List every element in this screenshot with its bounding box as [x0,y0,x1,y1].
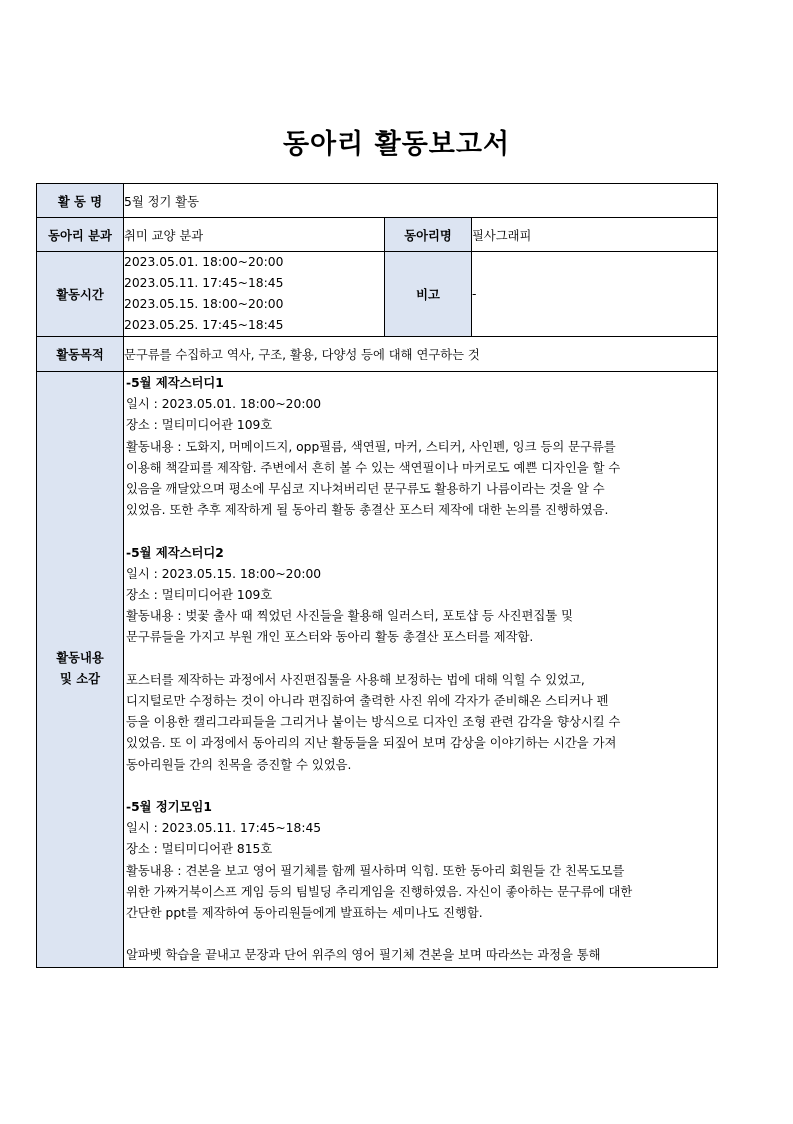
value-club-name: 필사그래피 [472,218,718,252]
row-club-info [37,218,718,252]
content-line: 있음을 깨달았으며 평소에 무심코 지나쳐버리던 문구류도 활용하기 나름이라는 것을 알 수 [126,482,605,497]
content-line: 문구류들을 가지고 부원 개인 포스터와 동아리 활동 총결산 포스터를 제작함. [126,630,534,645]
content-line: 일시 : 2023.05.01. 18:00~20:00 [126,397,322,412]
blank-line [126,649,717,670]
content-line: 디지털로만 수정하는 것이 아니라 편집하여 출력한 사진 위에 각자가 준비해온 스티커나 펜 [126,694,609,709]
content-line: 일시 : 2023.05.15. 18:00~20:00 [126,566,322,581]
content-line: 동아리원들 간의 친목을 증진할 수 있었음. [126,757,352,772]
blank-line [126,776,717,797]
content-line: 이용해 책갈피를 제작함. 주변에서 흔히 볼 수 있는 색연필이나 마커로도 예쁜 디자인을 할 수 [126,460,621,475]
row-activity-time [37,252,718,337]
content-line: 등을 이용한 캘리그라피들을 그리거나 붙이는 방식으로 디자인 조형 관련 감각을 향상시킬 수 [126,715,621,730]
label-content [37,372,124,968]
label-club-name: 동아리명 [385,218,472,252]
value-activity-name: 5월 정기 활동 [124,184,718,218]
row-purpose [37,337,718,372]
section-heading: -5월 정기모임1 [126,800,212,815]
label-activity-name: 활 동 명 [37,184,124,218]
content-line: 위한 가짜거북이스프 게임 등의 팀빌딩 추리게임을 진행하였음. 자신이 좋아하는 문구류에 대한 [126,884,633,899]
time-entry: 2023.05.15. 18:00~20:00 [124,297,284,311]
value-purpose: 문구류를 수집하고 역사, 구조, 활용, 다양성 등에 대해 연구하는 것 [124,337,718,372]
label-activity-time: 활동시간 [37,252,124,337]
label-content-line2: 및 소감 [60,672,100,687]
label-content-line1: 활동내용 [56,651,104,666]
content-line: 활동내용 : 도화지, 머메이드지, opp필름, 색연필, 마커, 스티커, 사인펜, 잉크 등의 문구류를 [126,439,616,454]
section-heading: -5월 제작스터디1 [126,376,224,390]
blank-line [126,521,717,542]
report-table [36,183,718,968]
time-entry: 2023.05.11. 17:45~18:45 [124,276,284,290]
content-line: 일시 : 2023.05.11. 17:45~18:45 [126,821,322,836]
row-content [37,372,718,968]
content-line: 활동내용 : 견본을 보고 영어 필기체를 함께 필사하며 익힘. 또한 동아리 회원들 간 친목도모를 [126,863,625,878]
content-line: 있었음. 또한 추후 제작하게 될 동아리 활동 총결산 포스터 제작에 대한 논의를 진행하였음. [126,503,609,518]
content-line: 장소 : 멀티미디어관 109호 [126,588,273,603]
content-line: 장소 : 멀티미디어관 815호 [126,842,273,857]
row-activity-name [37,184,718,218]
content-line: 장소 : 멀티미디어관 109호 [126,418,273,433]
label-club-category: 동아리 분과 [37,218,124,252]
content-line: 있었음. 또 이 과정에서 동아리의 지난 활동들을 되짚어 보며 감상을 이야기하는 시간을 가져 [126,736,617,751]
value-content [124,372,718,968]
time-entry: 2023.05.01. 18:00~20:00 [124,255,284,269]
content-line: 알파벳 학습을 끝내고 문장과 단어 위주의 영어 필기체 견본을 보며 따라쓰는 과정을 통해 [126,948,601,963]
label-purpose: 활동목적 [37,337,124,372]
section-heading: -5월 제작스터디2 [126,545,224,560]
content-line: 간단한 ppt를 제작하여 동아리원들에게 발표하는 세미나도 진행함. [126,906,483,921]
page-title: 동아리 활동보고서 [282,129,511,160]
value-remarks: - [472,252,718,337]
content-line: 활동내용 : 벚꽃 출사 때 찍었던 사진들을 활용해 일러스터, 포토샵 등 사진편집툴 및 [126,609,573,624]
label-remarks: 비고 [385,252,472,337]
time-entry: 2023.05.25. 17:45~18:45 [124,318,284,332]
value-activity-times [124,252,385,337]
content-line: 포스터를 제작하는 과정에서 사진편집툴을 사용해 보정하는 법에 대해 익힐 수 있었고, [126,672,585,687]
blank-line [126,924,717,945]
value-club-category: 취미 교양 분과 [124,218,385,252]
